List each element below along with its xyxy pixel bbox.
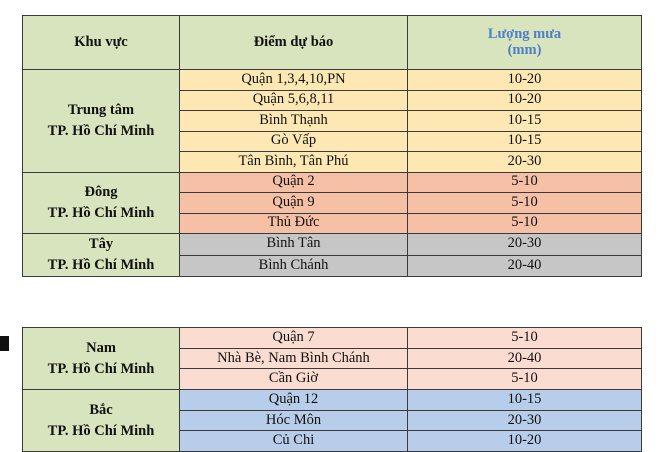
location-cell: Quận 9: [180, 193, 408, 214]
region-label: Đông: [84, 183, 118, 200]
rainfall-cell: 10-20: [408, 70, 642, 91]
region-cell-north: [23, 390, 180, 452]
table-row: [23, 390, 642, 411]
rainfall-cell: 10-15: [408, 131, 642, 152]
region-city: TP. Hồ Chí Minh: [47, 204, 155, 221]
header-location: Điểm dự báo: [180, 16, 408, 70]
rainfall-cell: 5-10: [408, 193, 642, 214]
region-cell-west: [23, 234, 180, 277]
region-city: TP. Hồ Chí Minh: [47, 360, 155, 377]
location-cell: Củ Chi: [180, 431, 408, 452]
rainfall-cell: 20-40: [408, 255, 642, 277]
table-row: [23, 234, 642, 256]
rainfall-cell: 10-20: [408, 90, 642, 111]
edge-marker: [0, 336, 9, 351]
header-row: [23, 16, 642, 70]
region-label: Tây: [88, 236, 114, 252]
location-cell: Quận 5,6,8,11: [180, 90, 408, 111]
rainfall-cell: 10-20: [408, 431, 642, 452]
rainfall-cell: 10-15: [408, 390, 642, 411]
rainfall-cell: 20-30: [408, 234, 642, 256]
location-cell: Quận 7: [180, 328, 408, 349]
location-cell: Bình Chánh: [180, 255, 408, 277]
rainfall-cell: 10-15: [408, 111, 642, 132]
rainfall-cell: 5-10: [408, 328, 642, 349]
rainfall-forecast-table-1: [22, 15, 642, 277]
rainfall-cell: 5-10: [408, 172, 642, 193]
location-cell: Bình Thạnh: [180, 111, 408, 132]
rainfall-forecast-table-2: [22, 327, 642, 452]
location-cell: Thủ Đức: [180, 213, 408, 234]
table-row: [23, 328, 642, 349]
location-cell: Bình Tân: [180, 234, 408, 256]
header-rainfall-line1: Lượng mưa: [487, 25, 562, 42]
rainfall-cell: 20-30: [408, 410, 642, 431]
region-label: Bắc: [89, 401, 113, 418]
region-cell-south: [23, 328, 180, 390]
location-cell: Hóc Môn: [180, 410, 408, 431]
rainfall-cell: 5-10: [408, 213, 642, 234]
location-cell: Nhà Bè, Nam Bình Chánh: [180, 348, 408, 369]
location-cell: Quận 12: [180, 390, 408, 411]
region-city: TP. Hồ Chí Minh: [47, 257, 155, 274]
table-row: [23, 70, 642, 91]
region-label: Trung tâm: [67, 101, 135, 118]
table-row: [23, 172, 642, 193]
header-region: Khu vực: [23, 16, 180, 70]
location-cell: Quận 1,3,4,10,PN: [180, 70, 408, 91]
location-cell: Quận 2: [180, 172, 408, 193]
region-city: TP. Hồ Chí Minh: [47, 122, 155, 139]
region-cell-center: [23, 70, 180, 173]
rainfall-cell: 20-30: [408, 152, 642, 173]
location-cell: Gò Vấp: [180, 131, 408, 152]
location-cell: Tân Bình, Tân Phú: [180, 152, 408, 173]
rainfall-cell: 20-40: [408, 348, 642, 369]
header-rainfall: [408, 16, 642, 70]
region-city: TP. Hồ Chí Minh: [47, 422, 155, 439]
location-cell: Cần Giờ: [180, 369, 408, 390]
rainfall-cell: 5-10: [408, 369, 642, 390]
region-cell-east: [23, 172, 180, 234]
region-label: Nam: [86, 339, 116, 356]
header-rainfall-line2: (mm): [507, 41, 542, 58]
